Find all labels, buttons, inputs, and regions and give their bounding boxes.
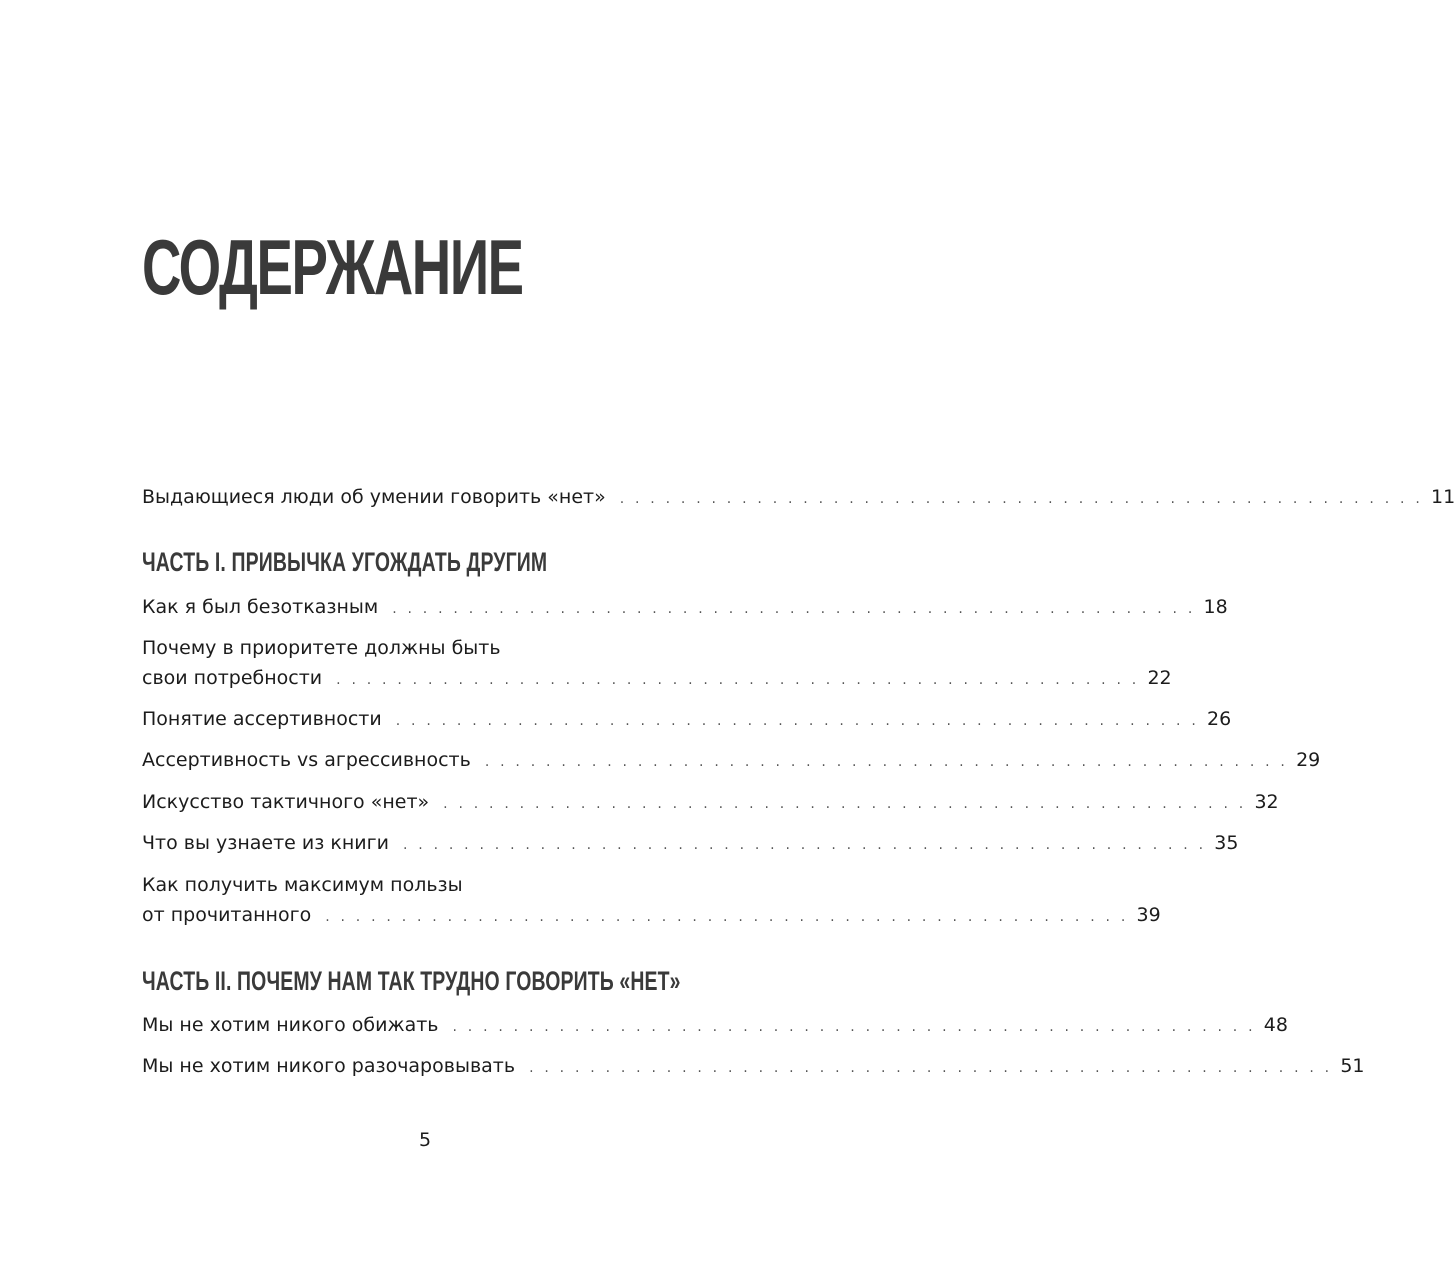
toc-entry[interactable] [142,1010,1288,1042]
toc-entry-label-line1: Как получить максимум пользы [142,874,463,896]
dot-leader: . . . . . . . . . . . . . . . . . . . . . . . . . . . . . . . . . . . . . . . . . . . . . . . . . . . . . [325,909,1129,925]
toc-entry-label: Выдающиеся люди об умении говорить «нет» [142,486,606,508]
dot-leader: . . . . . . . . . . . . . . . . . . . . . . . . . . . . . . . . . . . . . . . . . . . . . . . . . . . . . [484,754,1289,770]
toc-entry-intro[interactable] [142,482,1455,514]
toc-entry-label: Искусство тактичного «нет» [142,791,430,813]
part-heading-1: ЧАСТЬ I. ПРИВЫЧКА УГОЖДАТЬ ДРУГИМ [142,547,548,577]
dot-leader: . . . . . . . . . . . . . . . . . . . . . . . . . . . . . . . . . . . . . . . . . . . . . . . . . . . . . [529,1060,1333,1076]
dot-leader: . . . . . . . . . . . . . . . . . . . . . . . . . . . . . . . . . . . . . . . . . . . . . . . . . . . . . [402,837,1207,853]
toc-entry-label: Как я был безотказным [142,596,379,618]
toc-entry-page: 48 [1263,1014,1288,1036]
dot-leader: . . . . . . . . . . . . . . . . . . . . . . . . . . . . . . . . . . . . . . . . . . . . . . . . . . . . . [395,713,1199,729]
toc-entry-page: 22 [1147,667,1172,689]
toc-entry[interactable] [142,745,1321,777]
toc-entry-page: 26 [1207,708,1232,730]
dot-leader: . . . . . . . . . . . . . . . . . . . . . . . . . . . . . . . . . . . . . . . . . . . . . . . . . . . . . [619,491,1423,507]
toc-entry-page: 39 [1136,904,1161,926]
toc-entry-page: 29 [1296,749,1321,771]
toc-entry[interactable] [142,592,1228,624]
toc-entry-label: Мы не хотим никого обижать [142,1014,439,1036]
dot-leader: . . . . . . . . . . . . . . . . . . . . . . . . . . . . . . . . . . . . . . . . . . . . . . . . . . . . . [392,601,1196,617]
toc-entry-page: 11 [1430,486,1455,508]
dot-leader: . . . . . . . . . . . . . . . . . . . . . . . . . . . . . . . . . . . . . . . . . . . . . . . . . . . . . [443,796,1247,812]
part-heading-2: ЧАСТЬ II. ПОЧЕМУ НАМ ТАК ТРУДНО ГОВОРИТЬ «НЕТ» [142,966,681,996]
toc-entry-label: Ассертивность vs агрессивность [142,749,471,771]
toc-entry-page: 18 [1203,596,1228,618]
dot-leader: . . . . . . . . . . . . . . . . . . . . . . . . . . . . . . . . . . . . . . . . . . . . . . . . . . . . . [336,672,1140,688]
toc-entry-label: свои потребности [142,667,323,689]
toc-entry[interactable] [142,787,1279,819]
toc-entry-page: 32 [1254,791,1279,813]
toc-entry-page: 35 [1214,832,1239,854]
toc-entry-label: Мы не хотим никого разочаровывать [142,1055,516,1077]
toc-entry[interactable] [142,704,1232,736]
toc-entry[interactable] [142,633,1172,695]
toc-entry[interactable] [142,828,1239,860]
toc-entry-page: 51 [1340,1055,1365,1077]
page-number: 5 [418,1129,432,1151]
page-title: СОДЕРЖАНИЕ [142,223,523,311]
toc-entry[interactable] [142,870,1161,932]
toc-entry-label: от прочитанного [142,904,312,926]
toc-entry-label: Понятие ассертивности [142,708,382,730]
dot-leader: . . . . . . . . . . . . . . . . . . . . . . . . . . . . . . . . . . . . . . . . . . . . . . . . . . . . . [452,1019,1256,1035]
toc-entry[interactable] [142,1051,1365,1083]
toc-entry-label-line1: Почему в приоритете должны быть [142,637,501,659]
toc-entry-label: Что вы узнаете из книги [142,832,389,854]
